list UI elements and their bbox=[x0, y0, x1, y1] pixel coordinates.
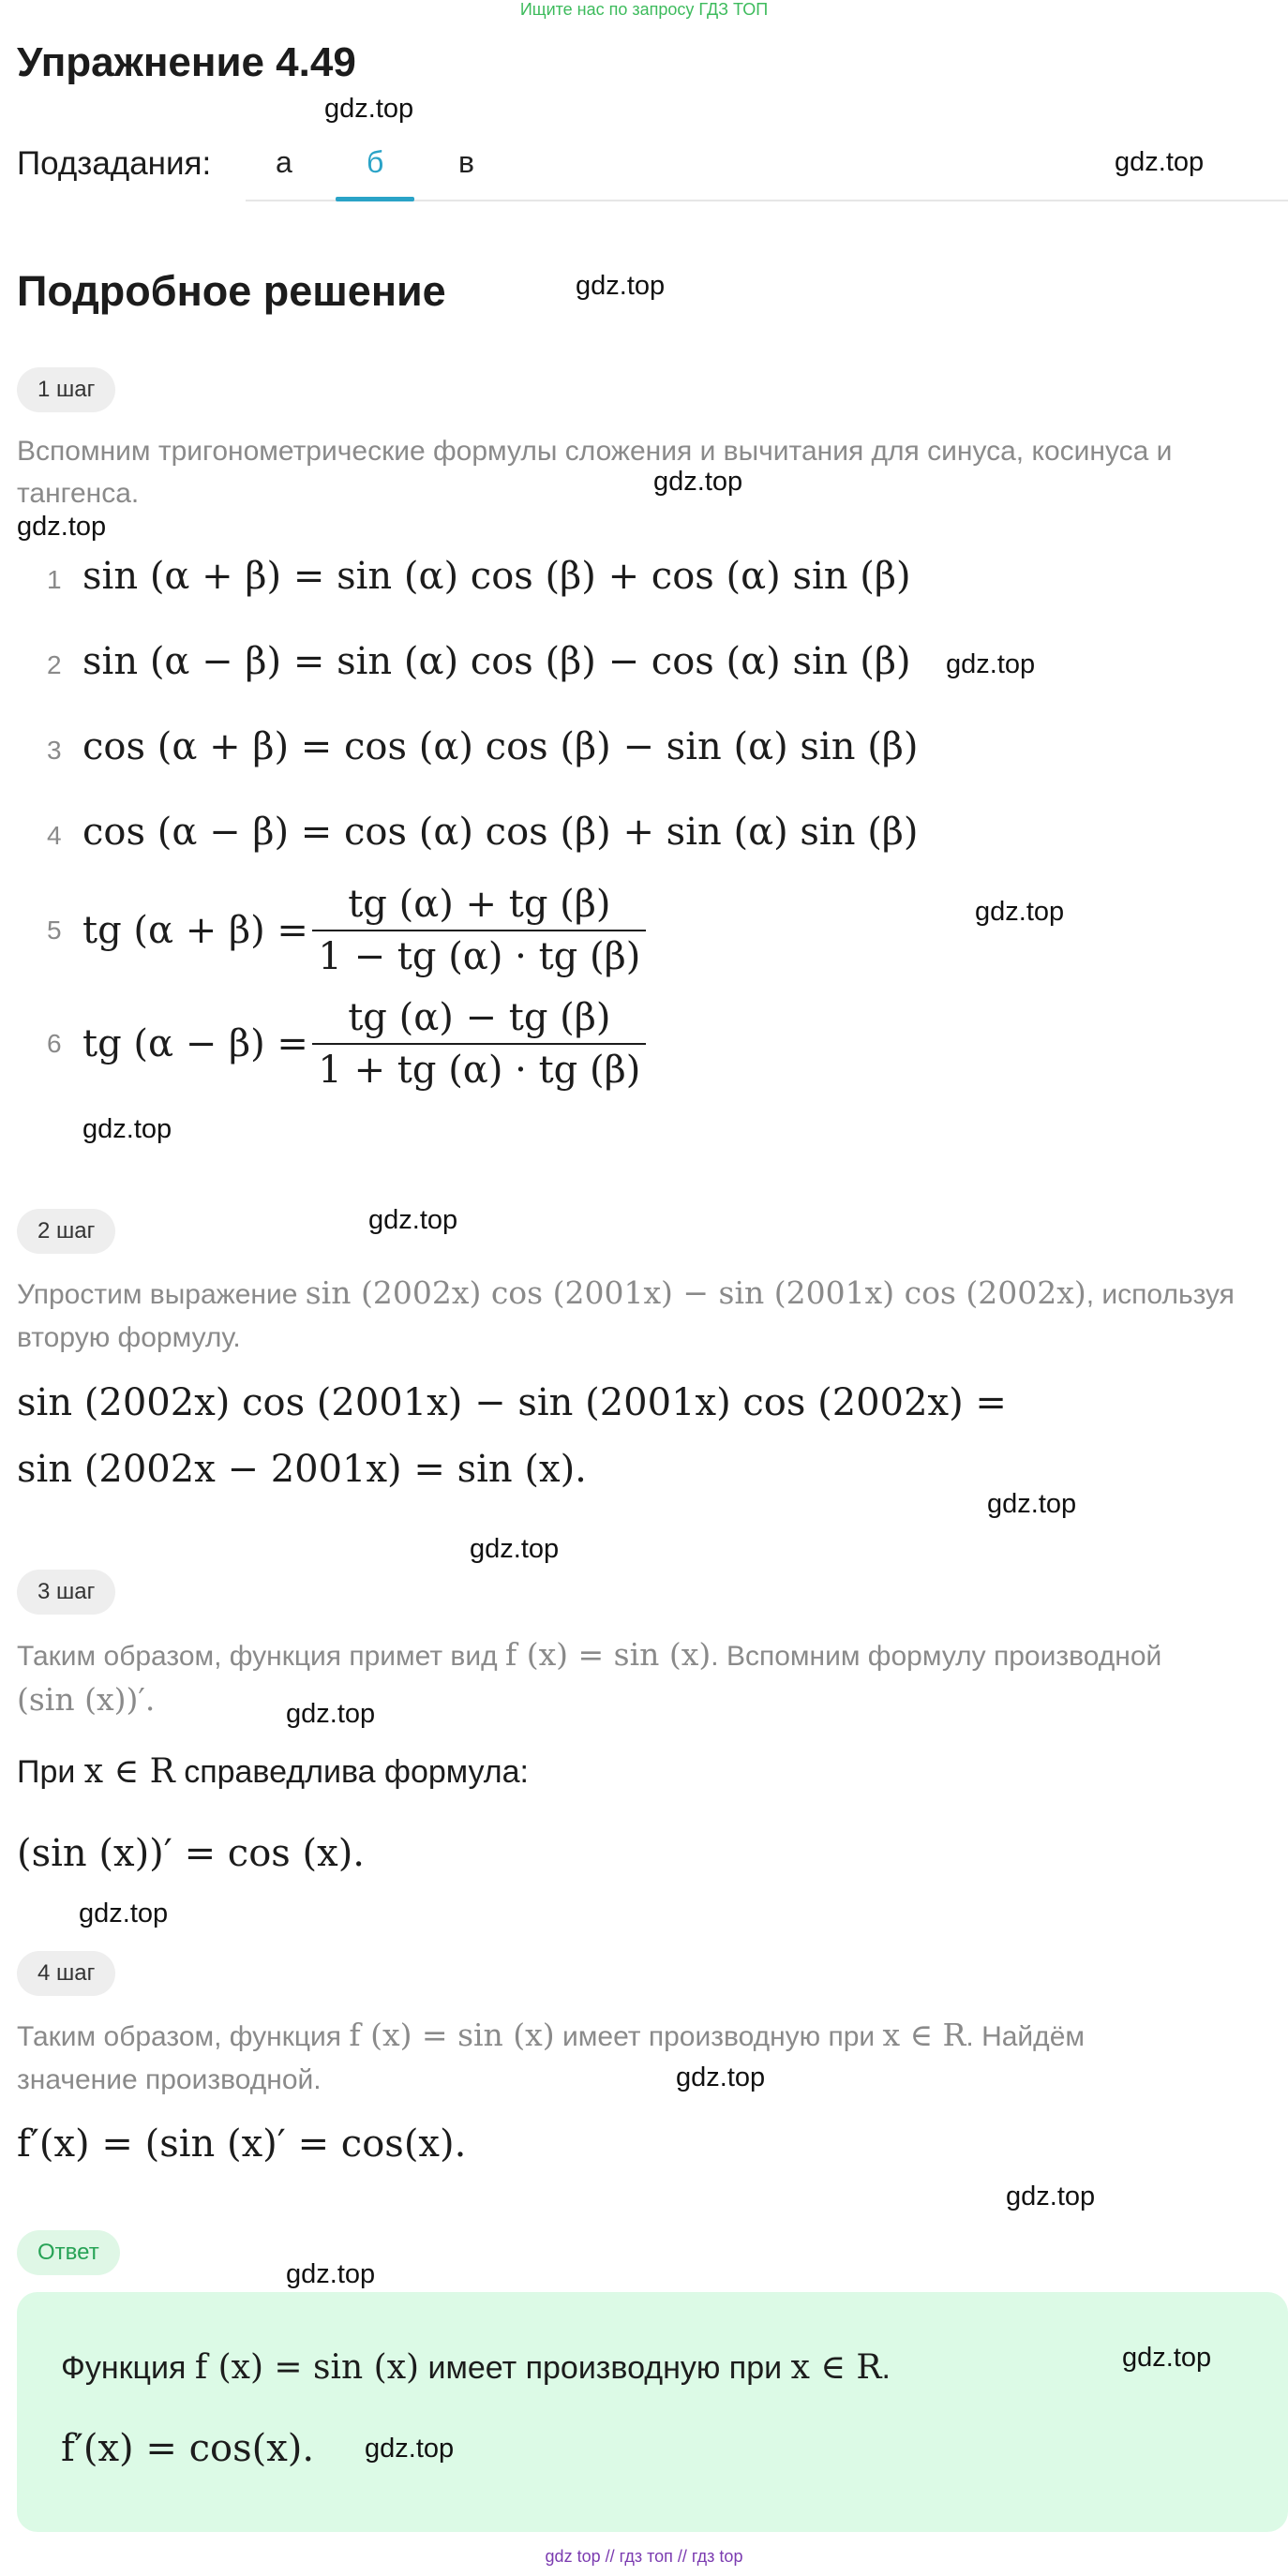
intro-text: . Найдём bbox=[966, 2021, 1085, 2052]
answer-text-part: Функция bbox=[61, 2350, 195, 2386]
formula-number: 5 bbox=[47, 916, 62, 945]
formula-fraction bbox=[312, 996, 646, 1092]
watermark: gdz.top bbox=[946, 649, 1036, 679]
formula-row-5 bbox=[47, 883, 646, 978]
watermark: gdz.top bbox=[286, 1699, 376, 1729]
step-2-intro-line2: вторую формулу. bbox=[17, 1322, 241, 1353]
watermark: gdz.top bbox=[676, 2062, 766, 2092]
formula-expression: sin (α + β) = sin (α) cos (β) + cos (α) sin (β) bbox=[82, 555, 911, 598]
step-4-intro-line2: значение производной. bbox=[17, 2064, 322, 2095]
fraction-denominator: 1 − tg (α) · tg (β) bbox=[318, 935, 641, 978]
intro-text: , используя bbox=[1086, 1279, 1235, 1310]
step-4-badge bbox=[17, 1951, 115, 1996]
step-4-intro-line1 bbox=[17, 2013, 1085, 2060]
step-2-formula-line2: sin (2002x − 2001x) = sin (x). bbox=[17, 1448, 587, 1491]
watermark: gdz.top bbox=[368, 1205, 458, 1235]
step-2-badge bbox=[17, 1209, 115, 1254]
step-3-formula: (sin (x))′ = cos (x). bbox=[17, 1832, 366, 1875]
subtasks-label: Подзадания: bbox=[17, 145, 212, 182]
fraction-numerator: tg (α) − tg (β) bbox=[312, 996, 646, 1045]
answer-box bbox=[17, 2292, 1288, 2532]
answer-text-part: имеет производную при bbox=[419, 2350, 791, 2386]
formula-row-6 bbox=[47, 996, 646, 1092]
intro-text: Упростим выражение bbox=[17, 1279, 306, 1310]
tab-a[interactable]: а bbox=[276, 145, 292, 179]
formula-number: 3 bbox=[47, 736, 62, 765]
intro-text: . Вспомним формулу производной bbox=[711, 1641, 1162, 1672]
answer-badge bbox=[17, 2230, 120, 2275]
watermark: gdz.top bbox=[1006, 2181, 1096, 2211]
answer-text-part: . bbox=[881, 2350, 891, 2386]
formula-number: 1 bbox=[47, 565, 62, 594]
answer-badge-label: Ответ bbox=[17, 2230, 120, 2275]
formula-expression: sin (α − β) = sin (α) cos (β) − cos (α) sin (β) bbox=[82, 640, 911, 683]
step-2-formula-line1: sin (2002x) cos (2001x) − sin (2001x) cos (2002x) = bbox=[17, 1381, 1007, 1424]
answer-formula: f′(x) = cos(x). bbox=[61, 2427, 315, 2470]
watermark: gdz.top bbox=[987, 1489, 1077, 1519]
fraction-numerator: tg (α) + tg (β) bbox=[312, 883, 646, 931]
answer-expression: x ∈ R bbox=[790, 2348, 882, 2387]
intro-text: Таким образом, функция bbox=[17, 2021, 350, 2052]
step-badge: 4 шаг bbox=[17, 1951, 115, 1996]
watermark: gdz.top bbox=[975, 897, 1065, 927]
formula-row-4 bbox=[47, 811, 919, 854]
watermark: gdz.top bbox=[79, 1898, 169, 1928]
answer-text bbox=[61, 2348, 891, 2387]
formula-lhs: tg (α − β) = bbox=[82, 1022, 308, 1065]
watermark: gdz.top bbox=[365, 2434, 455, 2464]
watermark: gdz.top bbox=[82, 1114, 172, 1144]
step-3-badge bbox=[17, 1570, 115, 1615]
tab-b[interactable]: б bbox=[367, 145, 384, 179]
solution-heading: Подробное решение bbox=[17, 267, 446, 315]
intro-expression: sin (2002x) cos (2001x) − sin (2001x) cos (2002x) bbox=[305, 1274, 1086, 1311]
text-part: справедлива формула: bbox=[174, 1754, 529, 1790]
tab-v[interactable]: в bbox=[458, 145, 474, 179]
active-tab-indicator bbox=[336, 197, 414, 201]
formula-row-1 bbox=[47, 555, 911, 598]
watermark: gdz.top bbox=[17, 512, 107, 542]
watermark: gdz.top bbox=[470, 1534, 560, 1564]
intro-expression: x ∈ R bbox=[882, 2017, 966, 2053]
step-1-intro-line2: тангенса. bbox=[17, 478, 140, 509]
step-1-intro-line1: Вспомним тригонометрические формулы сложения и вычитания для синуса, косинуса и bbox=[17, 436, 1173, 467]
intro-text: имеет производную при bbox=[554, 2021, 883, 2052]
formula-fraction bbox=[312, 883, 646, 978]
step-badge: 3 шаг bbox=[17, 1570, 115, 1615]
answer-expression: f (x) = sin (x) bbox=[194, 2348, 420, 2387]
formula-number: 6 bbox=[47, 1029, 62, 1058]
step-badge: 1 шаг bbox=[17, 367, 115, 412]
watermark: gdz.top bbox=[324, 94, 414, 124]
step-2-intro-line1 bbox=[17, 1271, 1235, 1318]
formula-number: 4 bbox=[47, 821, 62, 850]
step-1-badge bbox=[17, 367, 115, 412]
intro-expression: f (x) = sin (x) bbox=[349, 2017, 555, 2053]
watermark: gdz.top bbox=[653, 467, 743, 497]
footer-links[interactable]: gdz top // гдз топ // гдз top bbox=[545, 2547, 743, 2566]
formula-row-2 bbox=[47, 640, 911, 683]
intro-text: Таким образом, функция примет вид bbox=[17, 1641, 505, 1672]
formula-row-3 bbox=[47, 725, 919, 768]
formula-expression: cos (α − β) = cos (α) cos (β) + sin (α) sin (β) bbox=[82, 811, 919, 854]
formula-lhs: tg (α + β) = bbox=[82, 909, 308, 952]
watermark: gdz.top bbox=[1122, 2343, 1212, 2373]
top-banner: Ищите нас по запросу ГДЗ ТОП bbox=[519, 0, 769, 19]
text-expression: x ∈ R bbox=[83, 1752, 175, 1791]
step-3-intro-line2: (sin (x))′. bbox=[17, 1681, 156, 1718]
watermark: gdz.top bbox=[576, 271, 666, 301]
page-title: Упражнение 4.49 bbox=[17, 39, 356, 85]
formula-expression: cos (α + β) = cos (α) cos (β) − sin (α) sin (β) bbox=[82, 725, 919, 768]
step-badge: 2 шаг bbox=[17, 1209, 115, 1254]
step-3-intro-line1 bbox=[17, 1632, 1161, 1679]
intro-expression: f (x) = sin (x) bbox=[504, 1636, 711, 1673]
step-4-formula: f′(x) = (sin (x)′ = cos(x). bbox=[17, 2122, 467, 2166]
formula-number: 2 bbox=[47, 650, 62, 679]
step-3-text bbox=[17, 1752, 529, 1791]
watermark: gdz.top bbox=[286, 2259, 376, 2289]
fraction-denominator: 1 + tg (α) · tg (β) bbox=[318, 1049, 641, 1092]
watermark: gdz.top bbox=[1115, 147, 1205, 177]
text-part: При bbox=[17, 1754, 84, 1790]
